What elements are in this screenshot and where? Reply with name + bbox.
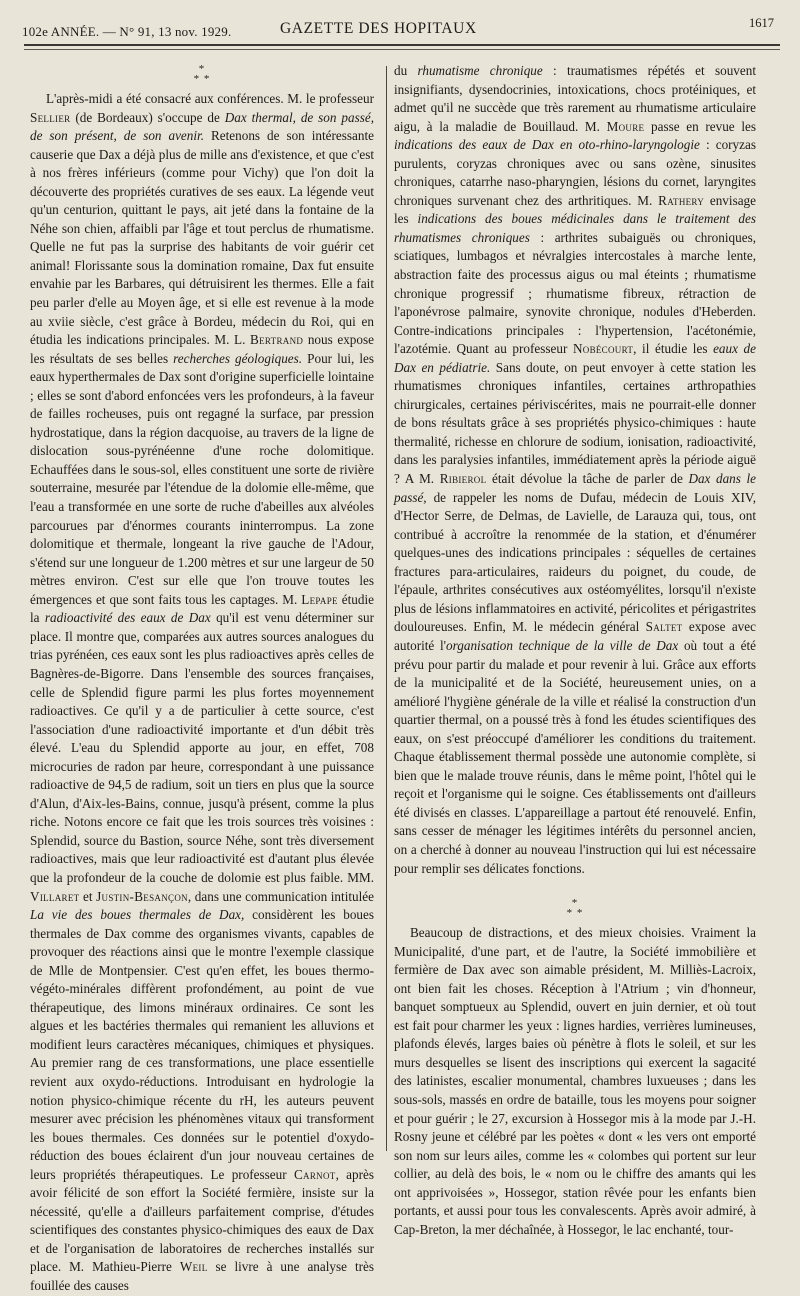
lecture-title: indications des boues médicinales dans le traitement des rhumatismes chroniques [394, 211, 756, 245]
journal-title: GAZETTE DES HOPITAUX [280, 20, 477, 37]
author-name: Ribierol [439, 471, 487, 487]
lecture-title: Dax thermal, de son passé, de son présent, de son avenir. [30, 109, 374, 144]
left-column [30, 62, 374, 1296]
lecture-title: La vie des boues thermales de Dax, [30, 907, 245, 923]
article-paragraph: L'après-midi a été consacré aux conférences. M. le professeur Sellier (de Bordeaux) s'occupe de Dax thermal, de son passé, de son présent, de son avenir. Retenons de son intéressante causerie que Dax a déjà plus de mille ans d'existence, et que c'est à nos frères inférieurs (comme pour Vichy) que l'on doit la découverte des propriétés curatives de ses eaux. La légende veut qu'un centurion, quittant le pays, ait jeté dans la fontaine de la Néhe son chien, affaibli par l'âge et tout perclus de rhumatisme. Quelle ne fut pas la surprise des habitants de voir guérir cet animal! Florissante sous la domination romaine, Dax fut ensuite envahie par les Barbares, qui détruisirent les thermes. Elle a fait peu parler d'elle au Moyen âge, et si elle est revenue à la mode au xviie siècle, c'est grâce à Bordeu, médecin du Roi, qui en étudia les indications principales. M. L. Bertrand nous expose les résultats de ses belles recherches géologiques. Pour lui, les eaux hyperthermales de Dax sont d'origine superficielle lointaine ; elles se sont d'abord enfoncées vers les profondeurs, à la faveur de failles rocheuses, puis ont regagné la surface, par pression hydrostatique, dans la région dacquoise, au travers de la ligne de dislocation sous-pyrénéenne d'une roche dolomitique. Echauffées dans le sous-sol, elles constituent une sorte de rivière souterraine, mesurée par l'étendue de la dolomie elle-même, que l'eau a transformée en une sorte de ruche d'abeilles aux alvéoles parcourues par d'énormes courants ininterrompus. La zone dolomitique et thermale, longeant la rive gauche de l'Adour, s'étend sur une longueur de 1.200 mètres et sur une largeur de 50 mètres environ. C'est sur elle que l'on trouve toutes les émergences et que sont faits tous les captages. M. Lepape étudie la radioactivité des eaux de Dax qu'il est venu déterminer sur place. Il montre que, comparées aux autres sources analogues du trias pyrénéen, ces eaux sont les plus radioactives après celles de Bagnères-de-Bigorre. Dans l'ensemble des sources françaises, celle de Splendid figure parmi les plus fortes moyennement radioactives. Ce qu'il y a de particulier à cette source, c'est l'association d'une radioactivité importante et d'un débit très élevé. L'eau du Splendid apporte au jour, en effet, 708 microcuries de radon par heure, correspondant à une puissance radioactive de 94,5 de radium, soit un tiers en plus que la source d'Alun, d'Aix-les-Bains, connue, jusqu'à présent, comme la plus riche. Notons encore ce fait que les trois sources très voisines : Splendid, source du Bastion, source Néhe, sont très diversement radioactives, mais que leur radioactivité est d'autant plus élevée que la profondeur de la couche de dolomie est plus faible. MM. Villaret et Justin-Besançon, dans une communication intitulée La vie des boues thermales de Dax, considèrent les boues thermales de Dax comme des organismes vivants, capables de provoquer des réactions ainsi que le montre l'exemple classique de Mlle de Montpensier. C'est qu'en effet, les boues thermo-végéto-minérales diffèrent profondément, au point de vue thérapeutique, des limons minéraux ordinaires. Ce sont les algues et les bactéries thermales qui remanient les alluvions et modifient leurs caractères mécaniques, chimiques et physiques. Au premier rang de ces transformations, une place essentielle revient aux oxydo-réductions. Introduisant en hydrologie la notion physico-chimique récente du rH, les auteurs peuvent mesurer avec précision les phénomènes vitaux qui transforment les boues thermales. Ces données sur le potentiel d'oxydo-réduction des boues éclairent d'un jour nouveau certaines de leurs propriétés thérapeutiques. Le professeur Carnot, après avoir félicité de son effort la Société fermière, insiste sur la nécessité, qu'elle a d'ailleurs parfaitement comprise, d'études scientifiques des constantes physico-chimiques des eaux de Dax et de l'organisation de laboratoires de recherches installés sur place. M. Mathieu-Pierre Weil se livre à une analyse très fouillée des causes [30, 91, 375, 1293]
section-stars: * * * [193, 63, 211, 85]
article-paragraph: Beaucoup de distractions, et des mieux choisies. Vraiment la Municipalité, d'une part, et de l'autre, la Société immobilière et fermière de Dax avec son aimable président, M. Milliès-Lacroix, ont bien fait les choses. Réception à l'Atrium ; vin d'honneur, banquet somptueux au Splendid, ouvert en juin dernier, et où tout est fait pour charmer les yeux : lignes hardies, verrières lumineuses, plafonds élevés, larges baies où pénètre à flots le soleil, et sur les murs desquelles se lisent des inscriptions qui exercent la sagacité des latinistes, escalier monumental, chambres luxueuses ; dans les sous-sols, massés en ordre de bataille, tous les moyens pour soigner et pour guérir ; le 27, excursion à Hossegor mis à la mode par J.-H. Rosny jeune et célébré par les poètes « dont « les vers ont emporté son nom sur leurs ailes, comme les « colombes qui portent sur leur collier, au delà des bois, le « nom ou le chiffre des amants qui les ont apprivoisées », Hossegor, station rêvée pour les enfants bien portants, et aussi pour tous les convalescents. Après avoir admiré, à Cap-Breton, la mer déchaînée, à Hossegor, le lac enchanté, tour- [394, 925, 756, 1237]
author-name: Justin-Besançon [96, 888, 188, 904]
lecture-title: organisation technique de la ville de Dax [446, 637, 679, 653]
lecture-title: indications des eaux de Dax en oto-rhino-laryngologie [394, 137, 700, 153]
author-name: Saltet [645, 619, 683, 635]
issue-line: 102e ANNÉE. — N° 91, 13 nov. 1929. [22, 24, 232, 39]
author-name: Villaret [30, 888, 80, 904]
page-number: 1617 [749, 16, 774, 30]
author-name: Nobécourt [572, 341, 634, 357]
article-paragraph: du rhumatisme chronique : traumatismes répétés et souvent insignifiants, dysendocrinies, intoxications, chocs protéiniques, et admet qu'il ne succède que très rarement au rhumatisme articulaire aigu, à la maladie de Bouillaud. M. Moure passe en revue les indications des eaux de Dax en oto-rhino-laryngologie : coryzas purulents, coryzas chroniques avec ou sans ozène, sinusites chroniques, catarrhe naso-pharyngien, lésions du cornet, laryngites chroniques survenant chez des arthritiques. M. Rathery envisage les indications des boues médicinales dans le traitement des rhumatismes chroniques : arthrites subaiguës ou chroniques, sciatiques, lumbagos et névralgies intercostales à marche lente, abstraction faite des processus aigus ou mal éteints ; rhumatisme chronique progressif ; rhumatisme fibreux, rétraction de l'aponévrose palmaire, synovite chronique, nodules d'Heberden. Contre-indications principales : l'hypertension, l'acétonémie, l'azotémie. Quant au professeur Nobécourt, il étudie les eaux de Dax en pédiatrie. Sans doute, on peut envoyer à cette station les rhumatismes chroniques infantiles, certaines arthropathies chirurgicales, certaines périviscérites, mais ne pourrait-elle donner de bons résultats grâce à ses propriétés physico-chimiques : haute thermalité, richesse en chlorure de sodium, ionisation, radioactivité, dans les paralysies infantiles, immédiatement après la période aiguë ? A M. Ribierol était dévolue la tâche de parler de Dax dans le passé, de rappeler les noms de Dufau, médecin de Louis XIV, d'Hector Serre, de Delmas, de Lavielle, de Larauza qui, tous, ont contribué à accroître la renommée de la station, et d'énumérer quelques-unes des indications principales : séquelles de certaines fractures para-articulaires, raideurs du poignet, du coude, de l'épaule, arthrites consécutives aux ostéomyélites, lorsqu'il n'existe plus de lésions inflammatoires en activité, péricolites et périgastrites douloureuses. Enfin, M. le médecin général Saltet expose avec autorité l'organisation technique de la ville de Dax où tout a été prévu pour partir du malade et pour revenir à lui. Grâce aux efforts de la municipalité et de la Société, heureusement unies, on a amélioré l'hygiène générale de la ville et réalisé la construction d'un quartier thermal, on a poussé très à fond les études scientifiques des eaux, on s'est préoccupé d'améliorer les conditions du traitement. Chaque établissement thermal possède une autonomie complète, si bien que le malade trouve réunis, dans le même point, l'hôtel qui le reçoit et l'organisme qui le soigne. Ces établissements ont d'ailleurs été divisés en classes. L'appareillage a partout été renouvelé. Enfin, sans cesser de ménager les légitimes intérêts du personnel ancien, on a cherché à donner au nouveau l'instruction qui lui est nécessaire pour remplir ses délicates fonctions. [394, 63, 757, 876]
lecture-title: Dax dans le passé, [394, 471, 756, 505]
author-name: Moure [606, 118, 645, 134]
author-name: Rathery [658, 192, 705, 208]
column-divider [386, 66, 387, 1151]
author-name: Bertrand [250, 332, 304, 348]
lecture-title: radioactivité des eaux de Dax [44, 610, 211, 626]
author-name: Lepape [301, 591, 338, 607]
author-name: Sellier [30, 109, 71, 125]
page-header [22, 14, 780, 40]
section-stars: * * * [566, 897, 584, 920]
lecture-title: rhumatisme chronique [417, 63, 543, 78]
right-column [394, 62, 756, 1239]
header-rule-thick [24, 44, 780, 46]
author-name: Carnot [293, 1166, 336, 1182]
header-rule-thin [24, 49, 780, 50]
lecture-title: recherches géologiques. [173, 350, 303, 366]
lecture-title: eaux de Dax en pédiatrie. [394, 341, 757, 375]
author-name: Weil [179, 1259, 208, 1275]
